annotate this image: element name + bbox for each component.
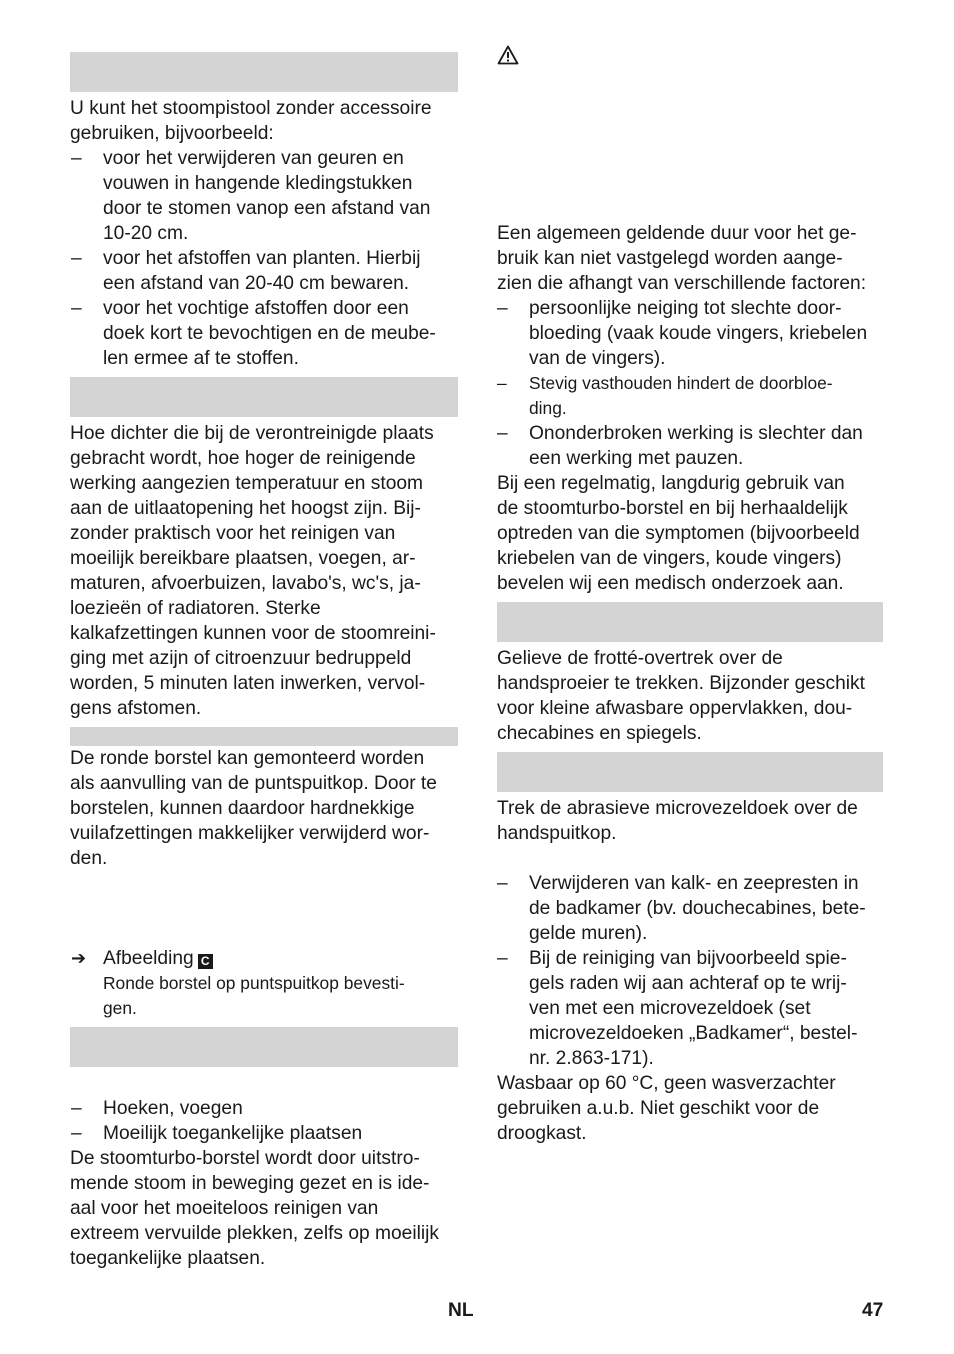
footer-language: NL [448, 1300, 474, 1321]
section-header-bar [70, 377, 458, 417]
section-header-bar [497, 752, 883, 792]
section-header-bar [70, 52, 458, 92]
figure-reference: ➔ Afbeelding C Ronde borstel op puntspuitkop bevesti- gen. [71, 948, 405, 1018]
section-header-bar [70, 1027, 458, 1067]
list-item: – Ononderbroken werking is slechter dan een werking met pauzen. [497, 423, 863, 469]
list-item: – Verwijderen van kalk- en zeepresten in de badkamer (bv. douchecabines, bete- gelde muren). [497, 873, 866, 944]
list-item: – persoonlijke neiging tot slechte door- bloeding (vaak koude vingers, kriebelen van de vingers). [497, 298, 868, 369]
section-header-bar [497, 602, 883, 642]
paragraph: De stoomturbo-borstel wordt door uitstro- mende stoom in beweging gezet en is ide- aal voor het moeiteloos reinigen van extreem vervuilde plekken, zelfs op moeilijk toegankelijke plaatsen. [70, 1148, 439, 1269]
section-header-bar [70, 727, 458, 746]
list-item: – Bij de reiniging van bijvoorbeeld spie- gels raden wij aan achteraf op te wrij- ven met een microvezeldoek (set microvezeldoeken „Badkamer“, bestel- nr. 2.863-171). [497, 948, 858, 1069]
list-item: – Hoeken, voegen [71, 1098, 243, 1119]
list-item: – voor het vochtige afstoffen door een doek kort te bevochtigen en de meube- len ermee af te stoffen. [71, 298, 436, 369]
list-item: – voor het afstoffen van planten. Hierbij een afstand van 20-40 cm bewaren. [71, 248, 421, 294]
paragraph: Gelieve de frotté-overtrek over de handsproeier te trekken. Bijzonder geschikt voor kleine afwasbare oppervlakken, dou- checabines en spiegels. [497, 648, 865, 744]
page-number: 47 [862, 1300, 884, 1321]
paragraph: De ronde borstel kan gemonteerd worden als aanvulling van de puntspuitkop. Door te borstelen, kunnen daardoor hardnekkige vuilafzettingen makkelijker verwijderd wor- den. [70, 748, 437, 869]
paragraph: Trek de abrasieve microvezeldoek over de handspuitkop. [497, 798, 858, 844]
paragraph: Een algemeen geldende duur voor het ge- bruik kan niet vastgelegd worden aange- zien die afhangt van verschillende factoren: [497, 223, 867, 294]
paragraph: Wasbaar op 60 °C, geen wasverzachter gebruiken a.u.b. Niet geschikt voor de droogkast. [497, 1073, 836, 1144]
warning-triangle-icon [497, 45, 519, 65]
arrow-right-icon: ➔ [71, 948, 87, 968]
paragraph: Hoe dichter die bij de verontreinigde plaats gebracht wordt, hoe hoger de reinigende werking aangezien temperatuur en stoom aan de uitlaatopening het hoogst zijn. Bij- zonder praktisch voor het reinigen van moeilijk bereikbare plaatsen, voegen, ar- maturen, afvoerbuizen, lavabo's, wc's, ja- loezieën of radiatoren. Sterke kalkafzettingen kunnen voor de stoomreini- ging met azijn of citroenzuur bedruppeld worden, 5 minuten laten inwerken, vervol- gens afstomen. [70, 423, 436, 719]
paragraph: Bij een regelmatig, langdurig gebruik van de stoomturbo-borstel en bij herhaaldelijk optreden van die symptomen (bijvoorbeeld kriebelen van de vingers, koude vingers) bevelen wij een medisch onderzoek aan. [497, 473, 860, 594]
figure-letter-badge: C [198, 954, 213, 969]
paragraph: U kunt het stoompistool zonder accessoire gebruiken, bijvoorbeeld: [70, 98, 432, 144]
list-item: – Moeilijk toegankelijke plaatsen [71, 1123, 363, 1144]
list-item: – Stevig vasthouden hindert de doorbloe- ding. [497, 373, 833, 418]
list-item: – voor het verwijderen van geuren en vouwen in hangende kledingstukken door te stomen vanop een afstand van 10-20 cm. [71, 148, 431, 244]
